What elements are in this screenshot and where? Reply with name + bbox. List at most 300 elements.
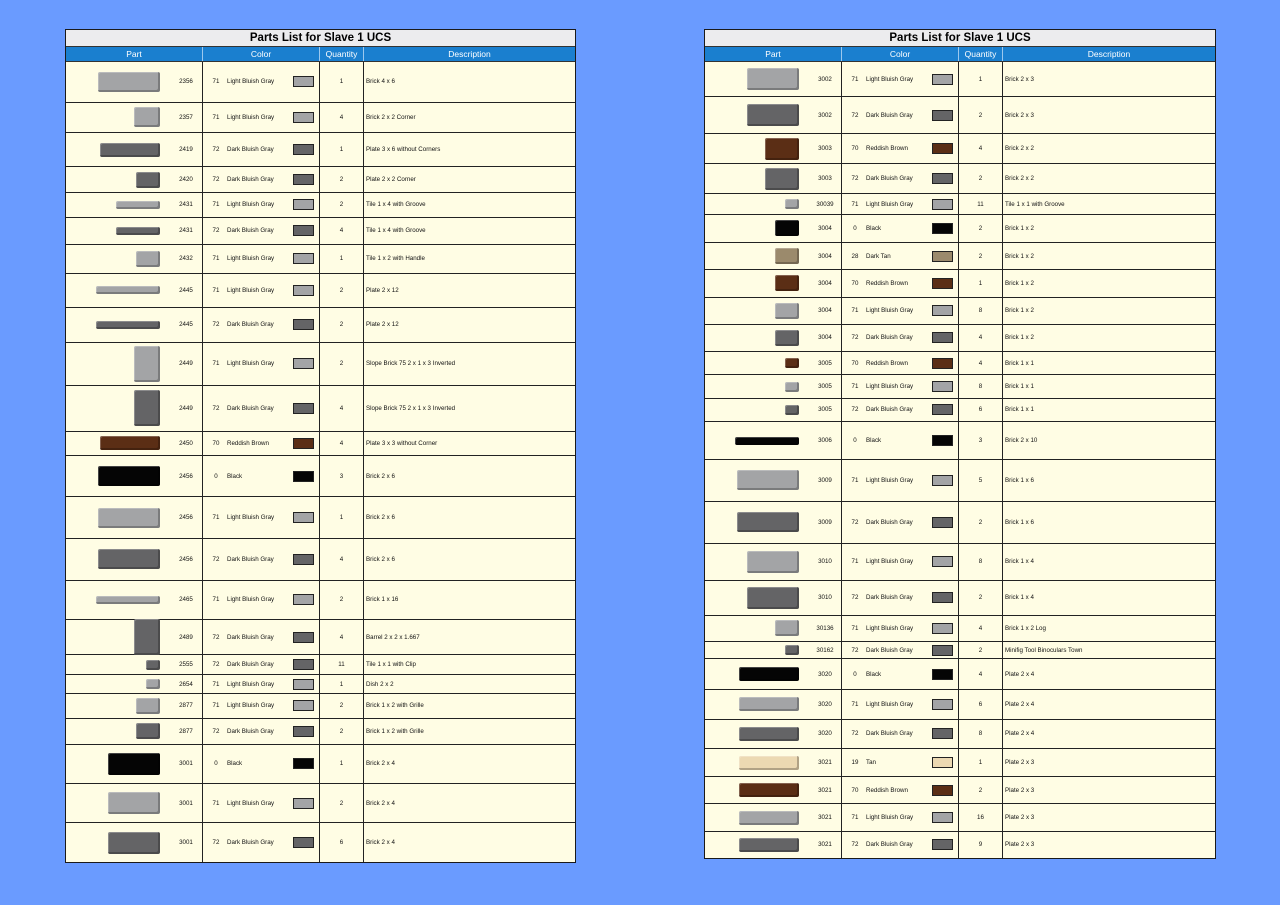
- color-cell: [203, 193, 320, 217]
- table-row: [66, 308, 575, 343]
- brick-image: [775, 620, 799, 636]
- color-cell: [203, 218, 320, 244]
- part-number: 2449: [179, 404, 193, 412]
- color-name: Dark Bluish Gray: [866, 406, 913, 414]
- description-cell: Plate 3 x 6 without Corners: [366, 146, 441, 154]
- part-number: 3004: [818, 307, 832, 315]
- color-id: 72: [851, 334, 859, 342]
- part-number: 2420: [179, 176, 193, 184]
- color-swatch: [932, 812, 953, 823]
- brick-icon: [775, 330, 799, 346]
- header-description: Description: [448, 49, 491, 59]
- part-number: 3021: [818, 814, 832, 822]
- brick-image: [116, 201, 160, 209]
- color-name: Dark Bluish Gray: [227, 839, 274, 847]
- color-id: 0: [853, 670, 857, 678]
- table-row: [705, 832, 1215, 858]
- description-cell: Brick 4 x 6: [366, 78, 395, 86]
- brick-image: [785, 382, 799, 392]
- color-swatch: [293, 554, 314, 565]
- description-cell: Tile 1 x 2 with Handle: [366, 255, 425, 263]
- brick-image: [739, 783, 799, 797]
- color-cell: [842, 243, 959, 269]
- brick-icon: [136, 251, 160, 267]
- color-id: 72: [212, 727, 220, 735]
- description-cell: Tile 1 x 4 with Groove: [366, 227, 426, 235]
- color-name: Dark Bluish Gray: [227, 227, 274, 235]
- color-cell: [842, 270, 959, 296]
- part-cell: [705, 134, 842, 163]
- color-swatch: [293, 512, 314, 523]
- quantity-cell: 2: [320, 308, 364, 342]
- table-row: [66, 456, 575, 498]
- color-swatch: [932, 623, 953, 634]
- brick-icon: [134, 390, 160, 426]
- part-number: 3009: [818, 476, 832, 484]
- color-id: 71: [851, 558, 859, 566]
- description-cell: Brick 1 x 2: [1005, 252, 1034, 260]
- quantity-cell: 8: [959, 544, 1003, 580]
- color-id: 71: [851, 624, 859, 632]
- quantity-cell: 4: [959, 134, 1003, 163]
- color-id: 28: [851, 252, 859, 260]
- color-id: 71: [851, 700, 859, 708]
- color-id: 72: [212, 146, 220, 154]
- quantity-cell: 2: [959, 642, 1003, 659]
- part-number: 3004: [818, 224, 832, 232]
- brick-image: [134, 346, 160, 382]
- table-row: [705, 720, 1215, 749]
- color-swatch: [932, 556, 953, 567]
- part-number: 3001: [179, 799, 193, 807]
- part-cell: [705, 97, 842, 133]
- table-row: [66, 497, 575, 539]
- quantity-cell: 1: [320, 745, 364, 783]
- color-swatch: [932, 199, 953, 210]
- brick-image: [739, 667, 799, 681]
- brick-image: [136, 698, 160, 714]
- color-name: Light Bluish Gray: [227, 799, 275, 807]
- part-number: 3002: [818, 75, 832, 83]
- color-swatch: [293, 726, 314, 737]
- color-name: Black: [227, 472, 243, 480]
- color-name: Dark Bluish Gray: [866, 518, 913, 526]
- brick-image: [785, 358, 799, 368]
- table-row: [705, 616, 1215, 642]
- color-id: 71: [851, 476, 859, 484]
- color-swatch: [293, 199, 314, 210]
- brick-icon: [737, 470, 799, 490]
- quantity-cell: 8: [959, 375, 1003, 397]
- quantity-cell: 1: [959, 62, 1003, 96]
- column-header-row: [705, 47, 1215, 62]
- color-name: Light Bluish Gray: [227, 113, 275, 121]
- part-cell: [66, 274, 203, 307]
- color-cell: [203, 675, 320, 692]
- color-cell: [203, 133, 320, 167]
- table-row: [705, 134, 1215, 164]
- color-id: 19: [851, 759, 859, 767]
- description-cell: Brick 2 x 6: [366, 472, 395, 480]
- brick-icon: [775, 275, 799, 291]
- description-cell: Plate 2 x 3: [1005, 814, 1035, 822]
- color-cell: [203, 620, 320, 654]
- color-cell: [842, 325, 959, 351]
- color-cell: [203, 497, 320, 538]
- table-row: [705, 399, 1215, 422]
- sheet-title: Parts List for Slave 1 UCS: [705, 30, 1215, 47]
- color-cell: [842, 642, 959, 659]
- quantity-cell: 8: [959, 720, 1003, 748]
- part-number: 3010: [818, 558, 832, 566]
- part-number: 3002: [818, 111, 832, 119]
- description-cell: Brick 2 x 2: [1005, 175, 1034, 183]
- brick-image: [785, 405, 799, 415]
- brick-image: [108, 832, 160, 854]
- brick-image: [100, 143, 160, 157]
- parts-list-right: [704, 29, 1216, 859]
- part-cell: [66, 386, 203, 430]
- description-cell: Tile 1 x 4 with Groove: [366, 201, 426, 209]
- brick-image: [136, 251, 160, 267]
- table-row: [66, 432, 575, 456]
- brick-icon: [785, 405, 799, 415]
- part-number: 2432: [179, 255, 193, 263]
- part-number: 3001: [179, 760, 193, 768]
- table-row: [705, 352, 1215, 375]
- table-row: [705, 62, 1215, 97]
- color-name: Black: [866, 224, 882, 232]
- brick-image: [108, 792, 160, 814]
- brick-image: [747, 104, 799, 126]
- description-cell: Brick 1 x 2: [1005, 307, 1034, 315]
- brick-icon: [765, 138, 799, 160]
- brick-image: [775, 220, 799, 236]
- brick-image: [96, 596, 160, 604]
- description-cell: Brick 1 x 16: [366, 596, 399, 604]
- color-swatch: [932, 699, 953, 710]
- table-row: [705, 581, 1215, 616]
- color-id: 71: [212, 514, 220, 522]
- part-number: 3004: [818, 252, 832, 260]
- color-cell: [842, 134, 959, 163]
- quantity-cell: 2: [959, 243, 1003, 269]
- color-id: 72: [851, 730, 859, 738]
- quantity-cell: 2: [320, 719, 364, 744]
- color-swatch: [293, 76, 314, 87]
- brick-image: [765, 168, 799, 190]
- part-number: 3003: [818, 175, 832, 183]
- quantity-cell: 4: [320, 539, 364, 580]
- sheet-title: Parts List for Slave 1 UCS: [66, 30, 575, 47]
- part-cell: [66, 539, 203, 580]
- brick-image: [96, 321, 160, 329]
- brick-image: [775, 303, 799, 319]
- description-cell: Tile 1 x 1 with Groove: [1005, 200, 1065, 208]
- color-swatch: [293, 174, 314, 185]
- color-swatch: [932, 404, 953, 415]
- color-cell: [842, 690, 959, 719]
- brick-icon: [785, 645, 799, 655]
- brick-icon: [739, 697, 799, 711]
- color-id: 72: [212, 176, 220, 184]
- color-name: Dark Bluish Gray: [227, 727, 274, 735]
- color-id: 71: [851, 75, 859, 83]
- color-id: 71: [212, 799, 220, 807]
- table-row: [705, 460, 1215, 502]
- brick-icon: [775, 303, 799, 319]
- color-name: Dark Bluish Gray: [866, 646, 913, 654]
- color-swatch: [932, 305, 953, 316]
- quantity-cell: 1: [959, 270, 1003, 296]
- brick-icon: [116, 201, 160, 209]
- color-id: 72: [212, 839, 220, 847]
- brick-icon: [98, 508, 160, 528]
- table-row: [705, 298, 1215, 325]
- color-id: 70: [851, 786, 859, 794]
- description-cell: Brick 2 x 3: [1005, 111, 1034, 119]
- color-id: 72: [851, 841, 859, 849]
- color-cell: [203, 745, 320, 783]
- table-row: [705, 502, 1215, 544]
- brick-icon: [785, 358, 799, 368]
- brick-icon: [737, 512, 799, 532]
- color-name: Black: [866, 437, 882, 445]
- description-cell: Barrel 2 x 2 x 1.667: [366, 633, 420, 641]
- color-id: 71: [212, 78, 220, 86]
- color-id: 71: [212, 201, 220, 209]
- description-cell: Brick 1 x 4: [1005, 594, 1034, 602]
- part-cell: [66, 655, 203, 674]
- quantity-cell: 4: [959, 659, 1003, 688]
- brick-icon: [785, 382, 799, 392]
- part-cell: [705, 375, 842, 397]
- part-cell: [705, 460, 842, 501]
- color-name: Black: [227, 760, 243, 768]
- color-name: Reddish Brown: [866, 359, 908, 367]
- quantity-cell: 8: [959, 298, 1003, 324]
- color-swatch: [932, 645, 953, 656]
- brick-image: [146, 679, 160, 689]
- color-id: 72: [851, 406, 859, 414]
- description-cell: Plate 3 x 3 without Corner: [366, 439, 438, 447]
- quantity-cell: 2: [320, 167, 364, 191]
- color-cell: [842, 97, 959, 133]
- description-cell: Plate 2 x 4: [1005, 700, 1035, 708]
- color-cell: [203, 823, 320, 862]
- quantity-cell: 16: [959, 804, 1003, 830]
- brick-icon: [747, 104, 799, 126]
- color-id: 72: [851, 594, 859, 602]
- brick-icon: [134, 346, 160, 382]
- description-cell: Tile 1 x 1 with Clip: [366, 661, 416, 669]
- color-name: Light Bluish Gray: [227, 514, 275, 522]
- color-name: Dark Bluish Gray: [866, 111, 913, 119]
- brick-icon: [98, 466, 160, 486]
- color-id: 71: [212, 360, 220, 368]
- part-cell: [66, 620, 203, 654]
- part-number: 3001: [179, 839, 193, 847]
- quantity-cell: 1: [320, 133, 364, 167]
- description-cell: Brick 1 x 1: [1005, 406, 1034, 414]
- brick-image: [136, 723, 160, 739]
- part-number: 2456: [179, 514, 193, 522]
- part-cell: [705, 298, 842, 324]
- part-number: 2357: [179, 113, 193, 121]
- table-row: [66, 675, 575, 693]
- part-number: 2877: [179, 727, 193, 735]
- part-number: 3021: [818, 786, 832, 794]
- part-number: 2489: [179, 633, 193, 641]
- table-row: [705, 749, 1215, 777]
- part-number: 2555: [179, 661, 193, 669]
- part-cell: [705, 749, 842, 776]
- color-name: Reddish Brown: [866, 786, 908, 794]
- color-name: Tan: [866, 759, 876, 767]
- table-row: [66, 103, 575, 133]
- part-number: 2356: [179, 78, 193, 86]
- brick-image: [765, 138, 799, 160]
- color-cell: [203, 167, 320, 191]
- table-row: [66, 167, 575, 192]
- brick-icon: [739, 811, 799, 825]
- color-name: Light Bluish Gray: [227, 201, 275, 209]
- table-row: [705, 270, 1215, 297]
- color-id: 72: [851, 175, 859, 183]
- color-id: 0: [214, 472, 218, 480]
- description-cell: Brick 1 x 2: [1005, 334, 1034, 342]
- color-swatch: [293, 285, 314, 296]
- color-id: 70: [212, 439, 220, 447]
- color-id: 72: [212, 227, 220, 235]
- brick-image: [739, 727, 799, 741]
- color-id: 72: [851, 646, 859, 654]
- part-cell: [705, 164, 842, 193]
- description-cell: Brick 2 x 4: [366, 799, 395, 807]
- header-color: Color: [203, 47, 320, 61]
- parts-list-left: [65, 29, 576, 863]
- color-cell: [842, 581, 959, 615]
- description-cell: Brick 2 x 4: [366, 760, 395, 768]
- part-number: 3005: [818, 359, 832, 367]
- quantity-cell: 4: [959, 325, 1003, 351]
- part-cell: [705, 352, 842, 374]
- part-cell: [705, 194, 842, 213]
- table-row: [705, 422, 1215, 460]
- quantity-cell: 4: [959, 616, 1003, 641]
- table-row: [66, 581, 575, 621]
- color-swatch: [932, 669, 953, 680]
- color-swatch: [293, 679, 314, 690]
- part-number: 2445: [179, 321, 193, 329]
- color-swatch: [932, 358, 953, 369]
- brick-icon: [108, 753, 160, 775]
- quantity-cell: 6: [959, 399, 1003, 421]
- color-cell: [203, 62, 320, 102]
- quantity-cell: 11: [959, 194, 1003, 213]
- color-name: Light Bluish Gray: [227, 680, 275, 688]
- brick-icon: [96, 321, 160, 329]
- part-cell: [66, 133, 203, 167]
- brick-image: [739, 811, 799, 825]
- part-cell: [705, 616, 842, 641]
- table-row: [66, 745, 575, 784]
- quantity-cell: 2: [959, 215, 1003, 242]
- table-row: [66, 655, 575, 675]
- brick-image: [785, 645, 799, 655]
- color-name: Reddish Brown: [866, 145, 908, 153]
- description-cell: Brick 2 x 6: [366, 514, 395, 522]
- part-number: 2449: [179, 360, 193, 368]
- color-cell: [842, 164, 959, 193]
- color-swatch: [293, 758, 314, 769]
- color-id: 72: [851, 518, 859, 526]
- table-row: [705, 375, 1215, 398]
- table-row: [66, 218, 575, 245]
- description-cell: Brick 1 x 6: [1005, 476, 1034, 484]
- quantity-cell: 1: [320, 497, 364, 538]
- color-name: Light Bluish Gray: [866, 558, 914, 566]
- header-color: Color: [842, 47, 959, 61]
- color-name: Light Bluish Gray: [227, 360, 275, 368]
- brick-icon: [98, 549, 160, 569]
- quantity-cell: 1: [320, 245, 364, 273]
- description-cell: Brick 1 x 2 with Grille: [366, 727, 424, 735]
- color-cell: [842, 616, 959, 641]
- color-swatch: [932, 173, 953, 184]
- color-swatch: [293, 225, 314, 236]
- header-quantity: Quantity: [320, 47, 364, 61]
- brick-icon: [96, 596, 160, 604]
- brick-image: [737, 512, 799, 532]
- quantity-cell: 2: [959, 581, 1003, 615]
- color-name: Light Bluish Gray: [866, 700, 914, 708]
- description-cell: Brick 2 x 3: [1005, 75, 1034, 83]
- brick-icon: [108, 832, 160, 854]
- color-id: 72: [212, 661, 220, 669]
- description-cell: Plate 2 x 3: [1005, 786, 1035, 794]
- table-row: [705, 215, 1215, 243]
- part-number: 30039: [816, 200, 834, 208]
- color-swatch: [293, 700, 314, 711]
- brick-image: [134, 390, 160, 426]
- color-cell: [842, 777, 959, 803]
- part-number: 3020: [818, 670, 832, 678]
- color-cell: [203, 784, 320, 823]
- color-swatch: [932, 475, 953, 486]
- color-cell: [842, 399, 959, 421]
- color-swatch: [932, 251, 953, 262]
- part-number: 2419: [179, 146, 193, 154]
- color-id: 71: [851, 814, 859, 822]
- part-number: 2456: [179, 555, 193, 563]
- part-cell: [66, 308, 203, 342]
- color-swatch: [293, 837, 314, 848]
- color-id: 71: [212, 702, 220, 710]
- part-cell: [705, 544, 842, 580]
- brick-image: [146, 660, 160, 670]
- table-row: [705, 194, 1215, 214]
- color-id: 71: [212, 255, 220, 263]
- color-name: Dark Bluish Gray: [227, 321, 274, 329]
- quantity-cell: 5: [959, 460, 1003, 501]
- color-id: 71: [212, 596, 220, 604]
- color-cell: [842, 659, 959, 688]
- description-cell: Brick 2 x 10: [1005, 437, 1038, 445]
- color-name: Dark Bluish Gray: [866, 594, 913, 602]
- color-swatch: [932, 223, 953, 234]
- color-cell: [203, 274, 320, 307]
